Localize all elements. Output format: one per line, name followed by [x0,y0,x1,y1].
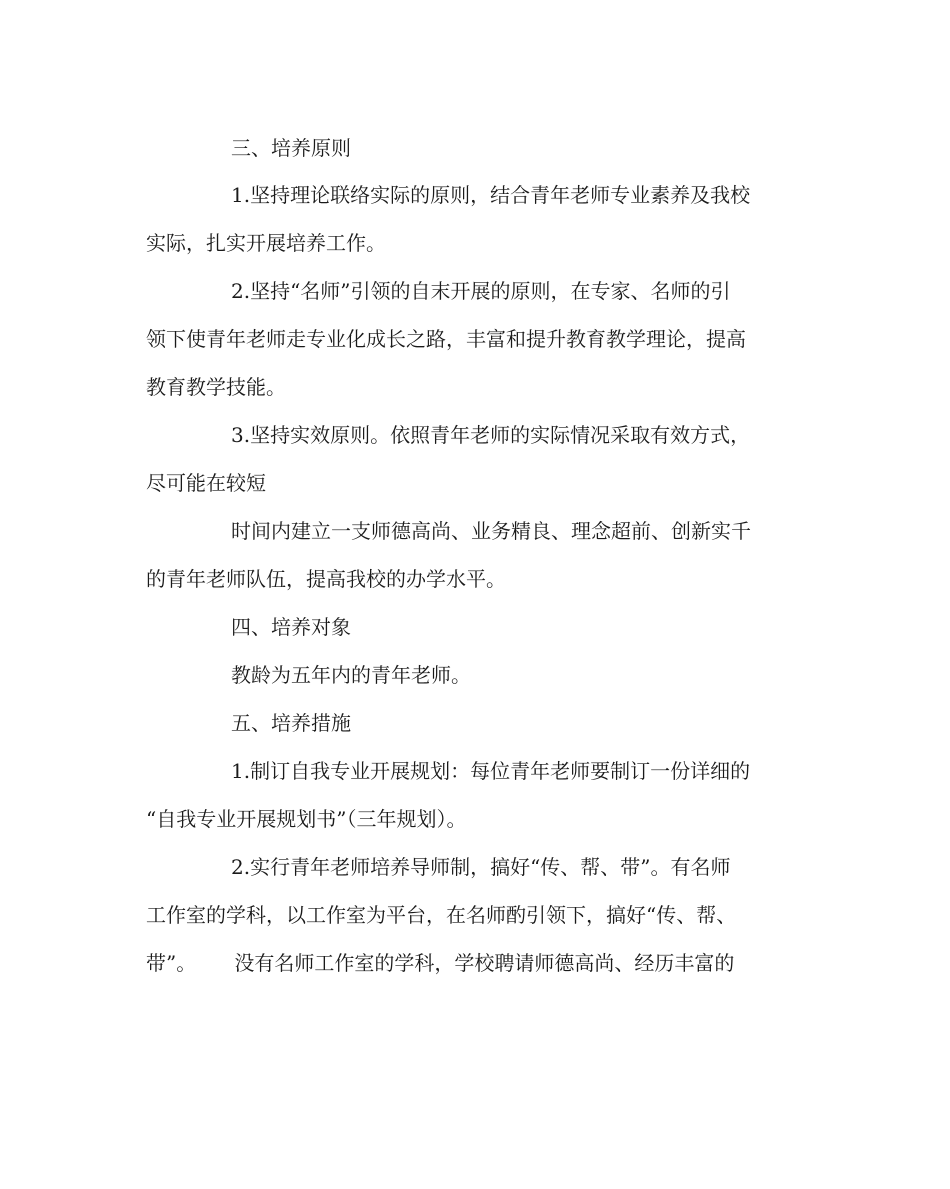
paragraph-line: 2.实行青年老师培养导师制，搞好“传、帮、带”。有名师 [231,855,731,879]
paragraph-line: 时间内建立一支师德高尚、业务精良、理念超前、创新实千 [231,519,751,543]
paragraph-line: 领下使青年老师走专业化成长之路，丰富和提升教育教学理论，提高 [146,327,746,351]
paragraph-line: 2.坚持“名师”引领的自末开展的原则，在专家、名师的引 [231,279,731,303]
paragraph-line: 的青年老师队伍，提高我校的办学水平。 [146,567,506,591]
heading-training-targets: 四、培养对象 [231,615,351,639]
heading-training-measures: 五、培养措施 [231,711,351,735]
paragraph-line: “自我专业开展规划书”（三年规划）。 [146,807,467,831]
paragraph-line: 教育教学技能。 [146,375,286,399]
paragraph-line: 带”。 没有名师工作室的学科，学校聘请师德高尚、经历丰富的 [146,951,735,975]
heading-training-principles: 三、培养原则 [231,136,351,160]
paragraph-line: 1.坚持理论联络实际的原则，结合青年老师专业素养及我校 [231,183,751,207]
paragraph-line: 工作室的学科，以工作室为平台，在名师酌引领下，搞好“传、帮、 [146,903,737,927]
paragraph-line: 1.制订自我专业开展规划：每位青年老师要制订一份详细的 [231,759,751,783]
paragraph-line: 尽可能在较短 [146,471,266,495]
paragraph-line: 实际，扎实开展培养工作。 [146,231,386,255]
paragraph-line: 教龄为五年内的青年老师。 [231,663,471,687]
paragraph-line: 3.坚持实效原则。依照青年老师的实际情况采取有效方式， [231,423,751,447]
